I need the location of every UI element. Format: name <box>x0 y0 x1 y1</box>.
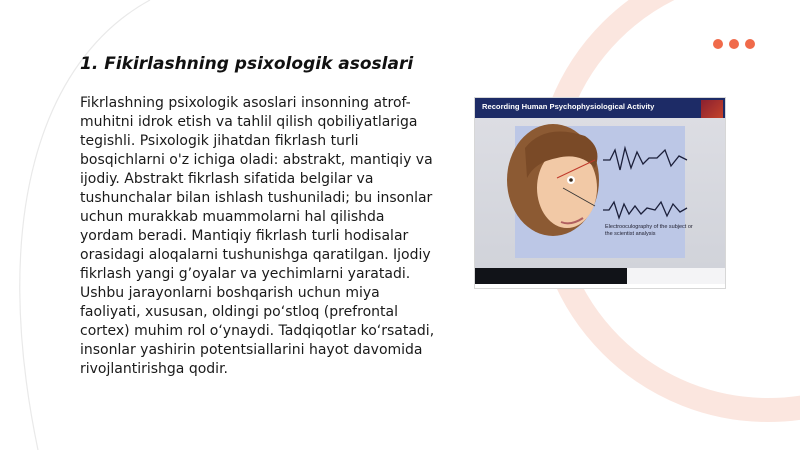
footer-light-block <box>627 268 725 284</box>
slide-title: 1. Fikirlashning psixologik asoslari <box>80 54 414 74</box>
accent-dots <box>713 39 755 49</box>
slide-body-text: Fikrlashning psixologik asoslari insonning atrof-muhitni idrok etish va tahlil qilish qobiliyatlariga tegishli. Psixologik jihatdan fikrlash turli bosqichlarni o'z ichiga oladi: abstrakt, mantiqiy va ijodiy. Abstrakt fikrlash sifatida belgilar va tushunchalar bilan ishlash tushuniladi; bu insonlar uchun murakkab muammolarni hal qilishda yordam beradi. Mantiqiy fikrlash turli hodisalar orasidagi aloqalarni tushunishga qaratilgan. Ijodiy fikrlash yangi g’oyalar va yechimlarni yaratadi. Ushbu jarayonlarni boshqarish uchun miya faoliyati, xususan, oldingi po‘stloq (prefrontal cortex) muhim rol o‘ynaydi. Tadqiqotlar ko‘rsatadi, insonlar yashirin potentsiallarini hayot davomida rivojlantirishga qodir. <box>80 95 435 377</box>
psychophysiology-figure <box>475 98 725 288</box>
accent-dot <box>713 39 723 49</box>
accent-dot <box>729 39 739 49</box>
accent-dot <box>745 39 755 49</box>
figure-title: Recording Human Psychophysiological Activity <box>482 102 655 111</box>
figure-header-bar <box>475 98 725 118</box>
footer-dark-block <box>475 268 627 284</box>
figure-image-area <box>475 118 725 268</box>
head-with-eog-waves-illustration <box>475 118 725 268</box>
figure-footer-bar <box>475 268 725 288</box>
figure-caption: Electrooculography of the subject or the scientist analysis <box>605 224 693 237</box>
